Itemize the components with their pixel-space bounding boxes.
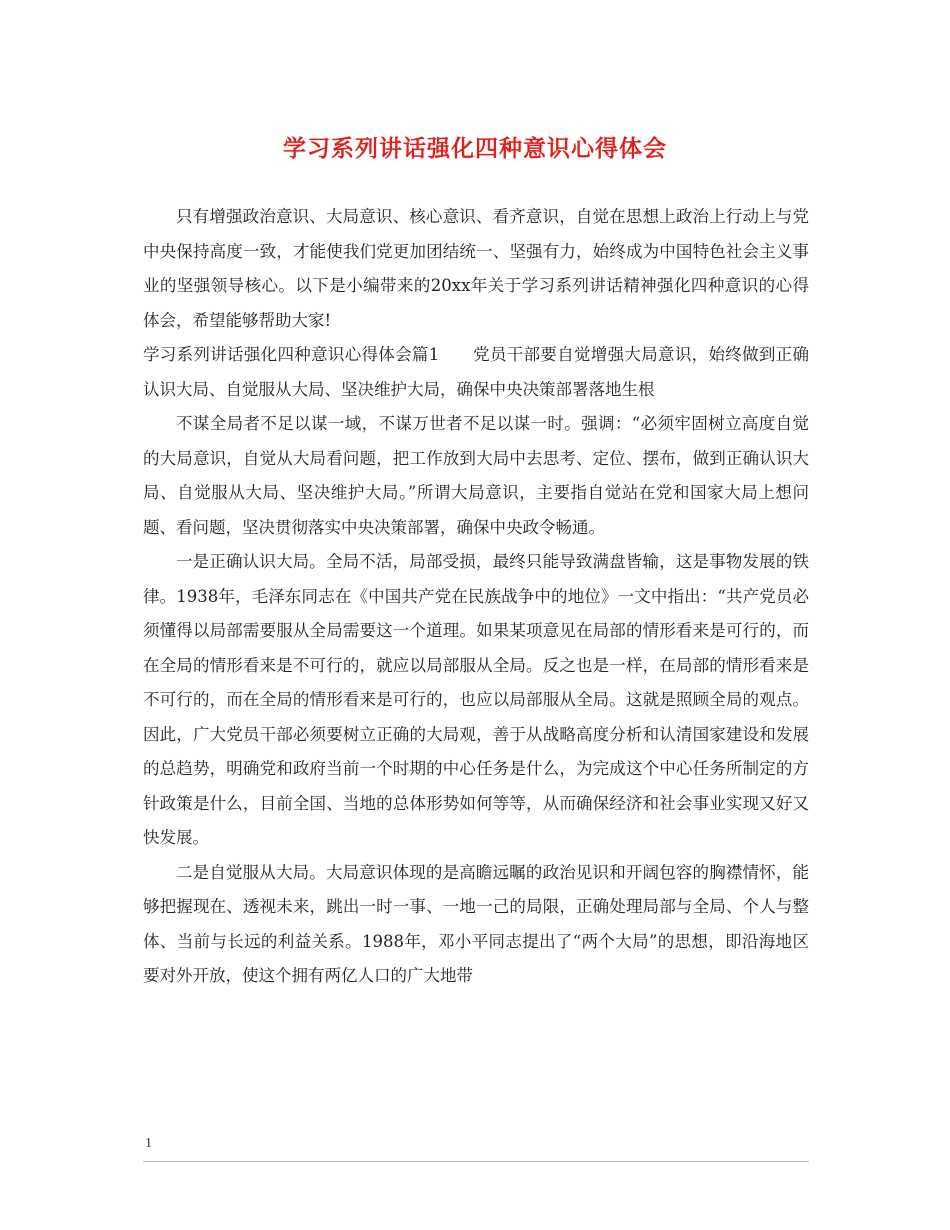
paragraph-section-heading: 学习系列讲话强化四种意识心得体会篇1 党员干部要自觉增强大局意识，始终做到正确认识大局、自觉服从大局、坚决维护大局，确保中央决策部署落地生根: [143, 345, 809, 399]
document-body: [143, 200, 809, 994]
document-title: 学习系列讲话强化四种意识心得体会: [283, 135, 667, 162]
footer-divider: [143, 1161, 809, 1162]
paragraph-point-one: 一是正确认识大局。全局不活，局部受损，最终只能导致满盘皆输，这是事物发展的铁律。1938年，毛泽东同志在《中国共产党在民族战争中的地位》一文中指出：“共产党员必须懂得以局部需要服从全局需要这一个道理。如果某项意见在局部的情形看来是可行的，而在全局的情形看来是不可行的，就应以局部服从全局。反之也是一样，在局部的情形看来是不可行的，而在全局的情形看来是可行的，也应以局部服从全局。这就是照顾全局的观点。因此，广大党员干部必须要树立正确的大局观，善于从战略高度分析和认清国家建设和发展的总趋势，明确党和政府当前一个时期的中心任务是什么，为完成这个中心任务所制定的方针政策是什么，目前全国、当地的总体形势如何等等，从而确保经济和社会事业实现又好又快发展。: [143, 552, 809, 847]
page-number: 1: [145, 1136, 152, 1151]
paragraph-point-two: 二是自觉服从大局。大局意识体现的是高瞻远瞩的政治见识和开阔包容的胸襟情怀，能够把握现在、透视未来，跳出一时一事、一地一己的局限，正确处理局部与全局、个人与整体、当前与长远的利益关系。1988年，邓小平同志提出了“两个大局”的思想，即沿海地区要对外开放，使这个拥有两亿人口的广大地带: [143, 862, 809, 985]
paragraph-intro: 只有增强政治意识、大局意识、核心意识、看齐意识，自觉在思想上政治上行动上与党中央保持高度一致，才能使我们党更加团结统一、坚强有力，始终成为中国特色社会主义事业的坚强领导核心。以下是小编带来的20xx年关于学习系列讲话精神强化四种意识的心得体会，希望能够帮助大家!: [143, 207, 809, 330]
paragraph-overall-view: 不谋全局者不足以谋一域，不谋万世者不足以谋一时。强调：“必须牢固树立高度自觉的大局意识，自觉从大局看问题，把工作放到大局中去思考、定位、摆布，做到正确认识大局、自觉服从大局、坚决维护大局。”所谓大局意识，主要指自觉站在党和国家大局上想问题、看问题，坚决贯彻落实中央决策部署，确保中央政令畅通。: [143, 414, 809, 537]
